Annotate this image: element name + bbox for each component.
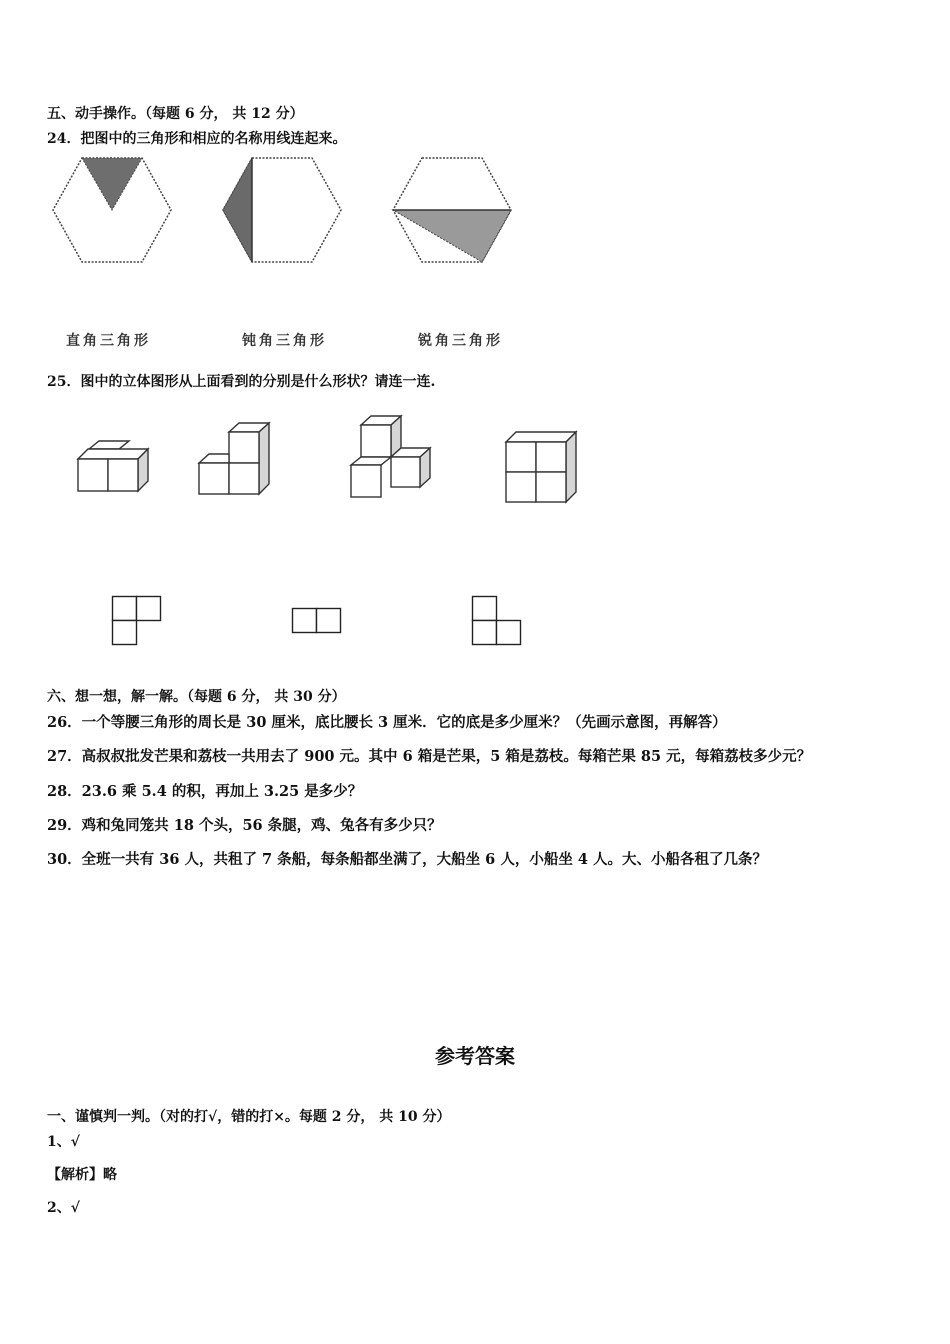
answers-title: 参考答案 [435, 1044, 515, 1068]
solid-figure-4 [503, 430, 583, 506]
question-28: 28．23.6 乘 5.4 的积，再加上 3.25 是多少？ [47, 783, 363, 800]
question-29: 29．鸡和兔同笼共 18 个头，56 条腿，鸡、兔各有多少只？ [47, 817, 442, 834]
section6-heading: 六、想一想，解一解。（每题 6 分， 共 30 分） [47, 689, 346, 705]
solid-figure-3 [348, 412, 436, 500]
question-25: 25．图中的立体图形从上面看到的分别是什么形状？请连一连. [47, 374, 436, 390]
question-24: 24．把图中的三角形和相应的名称用线连起来。 [47, 131, 347, 147]
question-26: 26．一个等腰三角形的周长是 30 厘米，底比腰长 3 厘米．它的底是多少厘米？（先画示意图，再解答） [47, 714, 727, 731]
answers-section1-heading: 一、谨慎判一判。（对的打√，错的打×。每题 2 分， 共 10 分） [47, 1109, 451, 1125]
section5-heading: 五、动手操作。（每题 6 分， 共 12 分） [47, 106, 304, 122]
answer-1: 1、√ [47, 1134, 80, 1150]
hexagon-right-triangle [50, 155, 174, 265]
label-right-triangle: 直角三角形 [66, 333, 151, 349]
top-view-reverse-l-shape [471, 595, 523, 647]
answer-1-analysis: 【解析】略 [47, 1167, 117, 1183]
answer-2: 2、√ [47, 1200, 80, 1216]
solid-figure-1 [75, 435, 155, 495]
top-view-two-squares [291, 607, 343, 635]
top-view-l-shape [111, 595, 163, 647]
label-obtuse-triangle: 钝角三角形 [242, 333, 327, 349]
question-27: 27．高叔叔批发芒果和荔枝一共用去了 900 元。其中 6 箱是芒果，5 箱是荔枝。每箱芒果 85 元，每箱荔枝多少元？ [47, 748, 812, 765]
solid-figure-2 [195, 420, 275, 498]
hexagon-acute-triangle [390, 155, 514, 265]
label-acute-triangle: 锐角三角形 [418, 333, 503, 349]
question-30: 30．全班一共有 36 人，共租了 7 条船，每条船都坐满了，大船坐 6 人，小船坐 4 人。大、小船各租了几条？ [47, 851, 768, 868]
hexagon-obtuse-triangle [220, 155, 344, 265]
